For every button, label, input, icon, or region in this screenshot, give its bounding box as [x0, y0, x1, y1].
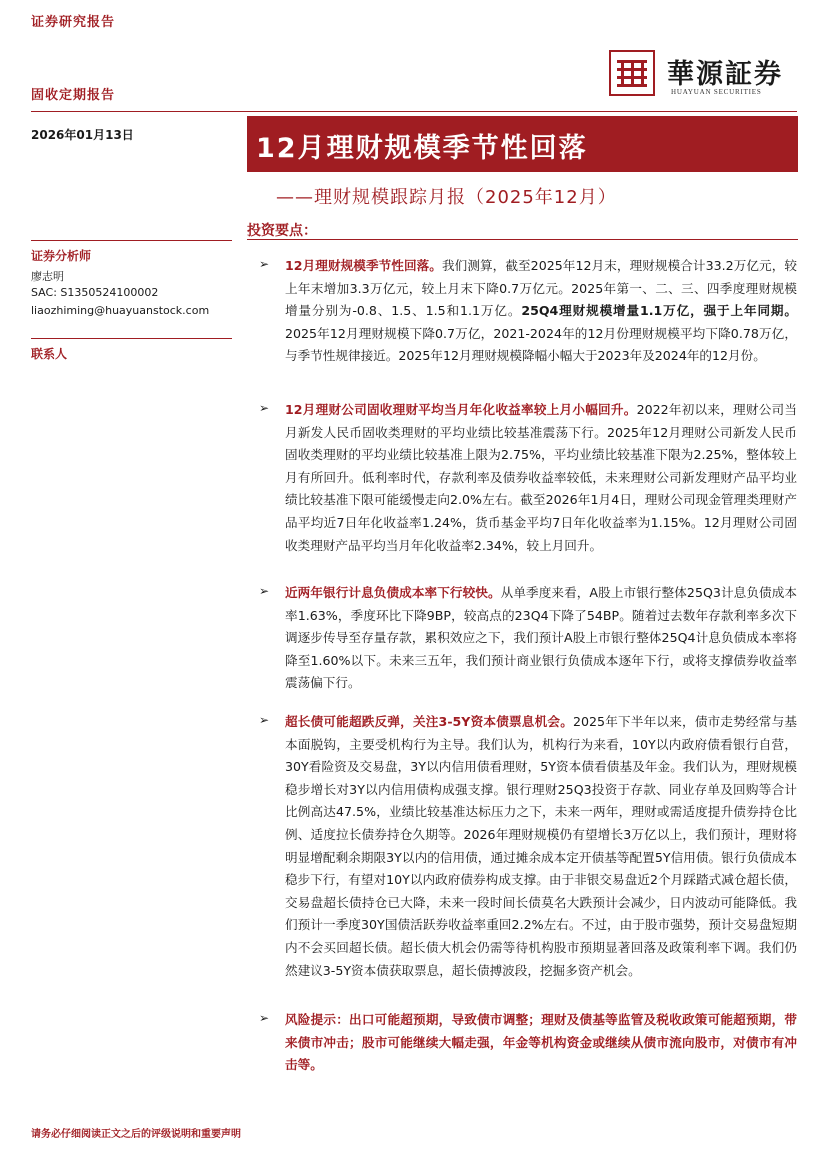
arrow-bullet-icon: ➢ [259, 584, 270, 598]
report-category: 证券研究报告 [31, 15, 116, 30]
bullet-text [285, 582, 797, 695]
section-title: 投资要点： [247, 223, 317, 239]
bullet-body: 我们测算，截至2025年12月末，理财规模合计33.2万亿元，较上年末增加3.3万亿元，较上月末下降0.7万亿元。2025年第一、二、三、四季度理财规模增量分别为-0.8、1.5、1.5和1.1万亿。 [285, 258, 797, 319]
bullet-lead: 12月理财公司固收理财平均当月年化收益率较上月小幅回升。 [285, 402, 637, 417]
bullet-emphasis: 25Q4理财规模增量1.1万亿，强于上年同期。 [521, 303, 797, 319]
arrow-bullet-icon: ➢ [259, 257, 270, 271]
bullet-text [285, 711, 797, 982]
section-header [247, 218, 798, 240]
page-subtitle: ——理财规模跟踪月报（2025年12月） [276, 187, 617, 208]
analyst-name: 廖志明 [31, 270, 64, 283]
page-title: 12月理财规模季节性回落 [256, 133, 588, 164]
analyst-heading: 证券分析师 [31, 249, 92, 263]
bullet-lead: 超长债可能超跌反弹，关注3-5Y资本债票息机会。 [285, 714, 573, 729]
brand-name: 華源証券 [667, 59, 783, 90]
arrow-bullet-icon: ➢ [259, 401, 270, 415]
contact-heading: 联系人 [31, 347, 68, 361]
sidebar-divider [31, 338, 232, 339]
analyst-sac: SAC: S1350524100002 [31, 286, 159, 299]
bullet-body: 2025年下半年以来，债市走势经常与基本面脱钩，主要受机构行为主导。我们认为，机构行为来看，10Y以内政府债看银行自营，30Y看险资及交易盘，3Y以内信用债看理财，5Y资本债看债基及年金。我们认为，理财规模稳步增长对3Y以内信用债构成强支撑。银行理财25Q3投资于存款、同业存单及回购等合计比例高达47.5%，业绩比较基准达标压力之下，未来一两年，理财或需适度提升债券持仓比例、适度拉长债券持仓久期等。2026年理财规模仍有望增长3万亿以上，我们预计，理财将明显增配剩余期限3Y以内的信用债，通过摊余成本定开债基等配置5Y信用债。银行负债成本稳步下行，有望对10Y以内政府债券构成支撑。由于非银交易盘近2个月踩踏式减仓超长债，交易盘超长债持仓已大降，未来一段时间长债莫名大跌预计会减少，日内波动可能降低。我们预计一季度30Y国债活跃券收益率重回2.2%左右。不过，由于股市强势，预计交易盘短期内不会买回超长债。超长债大机会仍需等待机构股市预期显著回落及政策利率下调。我们仍然建议3-5Y资本债获取票息，超长债搏波段，挖掘多资产机会。 [285, 714, 797, 978]
brand-logo [609, 50, 789, 100]
bullet-text [285, 399, 797, 557]
arrow-bullet-icon: ➢ [259, 713, 270, 727]
logo-mark-icon [609, 50, 655, 96]
risk-text: 风险提示：出口可能超预期，导致债市调整；理财及债基等监管及税收政策可能超预期，带来债市冲击；股市可能继续大幅走强，年金等机构资金或继续从债市流向股市，对债市有冲击等。 [285, 1012, 797, 1073]
report-date: 2026年01月13日 [31, 128, 134, 142]
brand-name-en: HUAYUAN SECURITIES [671, 88, 762, 96]
bullet-lead: 近两年银行计息负债成本率下行较快。 [285, 585, 501, 600]
analyst-email[interactable]: liaozhiming@huayuanstock.com [31, 304, 210, 317]
bullet-lead: 12月理财规模季节性回落。 [285, 258, 442, 273]
header-divider [31, 111, 797, 112]
footer-disclaimer: 请务必仔细阅读正文之后的评级说明和重要声明 [31, 1129, 241, 1140]
arrow-bullet-icon: ➢ [259, 1011, 270, 1025]
bullet-body: 从单季度来看，A股上市银行整体25Q3计息负债成本率1.63%，季度环比下降9BP，较高点的23Q4下降了54BP。随着过去数年存款利率多次下调逐步传导至存量存款，累积效应之下，我们预计A股上市银行整体25Q4计息负债成本率将降至1.60%以下。未来三五年，我们预计商业银行负债成本逐年下行，或将支撑债券收益率震荡偏下行。 [285, 585, 797, 691]
bullet-body: 2022年初以来，理财公司当月新发人民币固收类理财的平均业绩比较基准震荡下行。2025年12月理财公司新发人民币固收类理财的平均业绩比较基准上限为2.75%，平均业绩比较基准下限为2.25%，整体较上月有所回升。低利率时代，存款利率及债券收益率较低，未来理财公司新发理财产品平均业绩比较基准下限可能缓慢走向2.0%左右。截至2026年1月4日，理财公司现金管理类理财产品平均近7日年化收益率1.24%，货币基金平均7日年化收益率为1.15%。12月理财公司固收类理财产品平均当月年化收益率2.34%，较上月回升。 [285, 402, 797, 553]
sidebar-divider [31, 240, 232, 241]
bullet-body: 2025年12月理财规模下降0.7万亿，2021-2024年的12月份理财规模平均下降0.78万亿，与季节性规律接近。2025年12月理财规模降幅小幅大于2023年及2024年的12月份。 [285, 325, 797, 364]
bullet-text [285, 255, 797, 368]
report-type: 固收定期报告 [31, 88, 116, 103]
